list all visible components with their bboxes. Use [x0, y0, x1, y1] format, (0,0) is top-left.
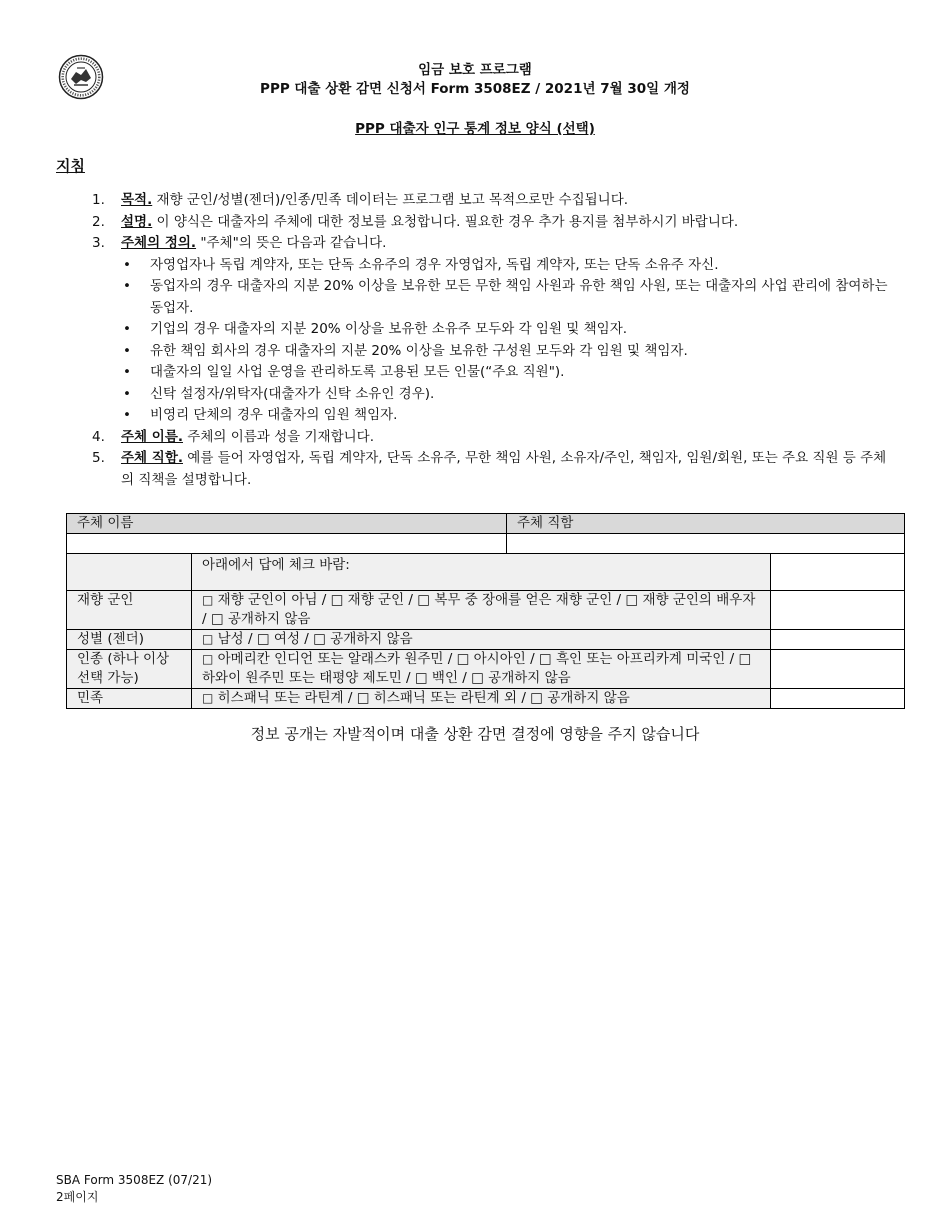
- definition-item: • 기업의 경우 대출자의 지분 20% 이상을 보유한 소유주 모두와 각 임원 및 책임자.: [121, 319, 892, 341]
- instruction-item: [92, 427, 892, 449]
- form-subtitle: PPP 대출 상환 감면 신청서 Form 3508EZ / 2021년 7월 30일 개정: [260, 81, 690, 97]
- program-title: 임금 보호 프로그램: [418, 62, 532, 78]
- checkbox-icon[interactable]: □: [202, 632, 214, 646]
- race-options[interactable]: □ 아메리칸 인디언 또는 알래스카 원주민 / □ 아시아인 / □ 흑인 또는 아프리카계 미국인 / □ 하와이 원주민 또는 태평양 제도민 / □ 백인 / □ 공개하지 않음: [192, 650, 771, 689]
- table-row: [67, 630, 905, 650]
- instructions-list: [92, 190, 892, 491]
- instruction-item: [92, 233, 892, 427]
- demographics-table: [66, 513, 905, 709]
- item-term: 설명.: [121, 213, 153, 230]
- answer-cell[interactable]: [771, 650, 905, 689]
- row-label-gender: 성별 (젠더): [67, 630, 192, 650]
- bullet-icon: •: [123, 407, 131, 423]
- bullet-icon: •: [123, 364, 131, 380]
- row-label-veteran: 재향 군인: [67, 591, 192, 630]
- bullet-icon: •: [123, 278, 131, 294]
- table-header-row: [67, 514, 905, 534]
- instruction-item: [92, 190, 892, 212]
- item-number: 2.: [92, 213, 105, 230]
- item-term: 주체의 정의.: [121, 235, 197, 251]
- answer-cell[interactable]: [771, 630, 905, 650]
- definition-item: • 유한 책임 회사의 경우 대출자의 지분 20% 이상을 보유한 구성원 모두와 각 임원 및 책임자.: [121, 341, 892, 363]
- checkbox-icon[interactable]: □: [202, 593, 214, 607]
- item-number: 5.: [92, 450, 105, 466]
- disclosure-note: 정보 공개는 자발적이며 대출 상환 감면 결정에 영향을 주지 않습니다: [250, 725, 700, 743]
- item-text: 주체의 이름과 성을 기재합니다.: [183, 428, 374, 445]
- table-row: [67, 591, 905, 630]
- gender-options[interactable]: □ 남성 / □ 여성 / □ 공개하지 않음: [192, 630, 771, 650]
- principal-title-header: 주체 직함: [507, 514, 905, 534]
- definition-list: [121, 255, 892, 427]
- item-term: 목적.: [121, 192, 153, 208]
- row-label-race: 인종 (하나 이상 선택 가능): [67, 650, 192, 689]
- bullet-icon: •: [123, 342, 131, 359]
- definition-item: • 신탁 설정자/위탁자(대출자가 신탁 소유인 경우).: [121, 384, 892, 406]
- item-text: 예를 들어 자영업자, 독립 계약자, 단독 소유주, 무한 책임 사원, 소유자/주인, 책임자, 임원/회원, 또는 주요 직원 등 주체의 직책을 설명합니다.: [121, 450, 887, 488]
- principal-name-field[interactable]: [67, 534, 507, 554]
- definition-item: • 동업자의 경우 대출자의 지분 20% 이상을 보유한 모든 무한 책임 사원과 유한 책임 사원, 또는 대출자의 사업 관리에 참여하는 동업자.: [123, 278, 888, 316]
- item-number: 4.: [92, 428, 105, 445]
- answer-cell[interactable]: [771, 591, 905, 630]
- item-text: "주체"의 뜻은 다음과 같습니다.: [196, 235, 387, 251]
- principal-title-field[interactable]: [507, 534, 905, 554]
- check-instruction: 아래에서 답에 체크 바람:: [192, 554, 771, 591]
- principal-name-header: 주체 이름: [67, 514, 507, 534]
- answer-cell[interactable]: [771, 554, 905, 591]
- form-title: PPP 대출자 인구 통계 정보 양식 (선택): [355, 121, 595, 137]
- item-number: 3.: [92, 235, 105, 251]
- definition-item: • 대출자의 일일 사업 운영을 관리하도록 고용된 모든 인물(“주요 직원").: [121, 362, 892, 384]
- definition-item: • 자영업자나 독립 계약자, 또는 단독 소유주의 경우 자영업자, 독립 계약자, 또는 단독 소유주 자신.: [121, 255, 892, 277]
- item-text: 이 양식은 대출자의 주체에 대한 정보를 요청합니다. 필요한 경우 추가 용지를 첨부하시기 바랍니다.: [152, 213, 739, 230]
- item-text: 재향 군인/성별(젠더)/인종/민족 데이터는 프로그램 보고 목적으로만 수집됩니다.: [152, 192, 629, 208]
- table-row: [67, 554, 905, 591]
- answer-cell[interactable]: [771, 689, 905, 709]
- bullet-icon: •: [123, 321, 131, 337]
- page-number: 2페이지: [56, 1190, 99, 1204]
- instructions-heading: 지침: [56, 157, 85, 175]
- item-number: 1.: [92, 192, 105, 208]
- row-label-ethnicity: 민족: [67, 689, 192, 709]
- table-input-row: [67, 534, 905, 554]
- table-cell-blank: [67, 554, 192, 591]
- checkbox-icon[interactable]: □: [202, 691, 214, 705]
- veteran-options[interactable]: □ 재향 군인이 아님 / □ 재향 군인 / □ 복무 중 장애를 얻은 재향 군인 / □ 재향 군인의 배우자 / □ 공개하지 않음: [192, 591, 771, 630]
- instruction-item: [92, 212, 892, 234]
- table-row: [67, 650, 905, 689]
- item-term: 주체 이름.: [121, 428, 183, 445]
- definition-item: • 비영리 단체의 경우 대출자의 임원 책임자.: [121, 405, 892, 427]
- instruction-item: [92, 448, 892, 491]
- bullet-icon: •: [123, 256, 131, 273]
- form-code: SBA Form 3508EZ (07/21): [56, 1173, 213, 1187]
- page-footer: [56, 1172, 212, 1206]
- ethnicity-options[interactable]: □ 히스패닉 또는 라틴계 / □ 히스패닉 또는 라틴계 외 / □ 공개하지 않음: [192, 689, 771, 709]
- item-term: 주체 직함.: [121, 450, 183, 466]
- bullet-icon: •: [123, 385, 131, 402]
- checkbox-icon[interactable]: □: [202, 652, 214, 666]
- table-row: [67, 689, 905, 709]
